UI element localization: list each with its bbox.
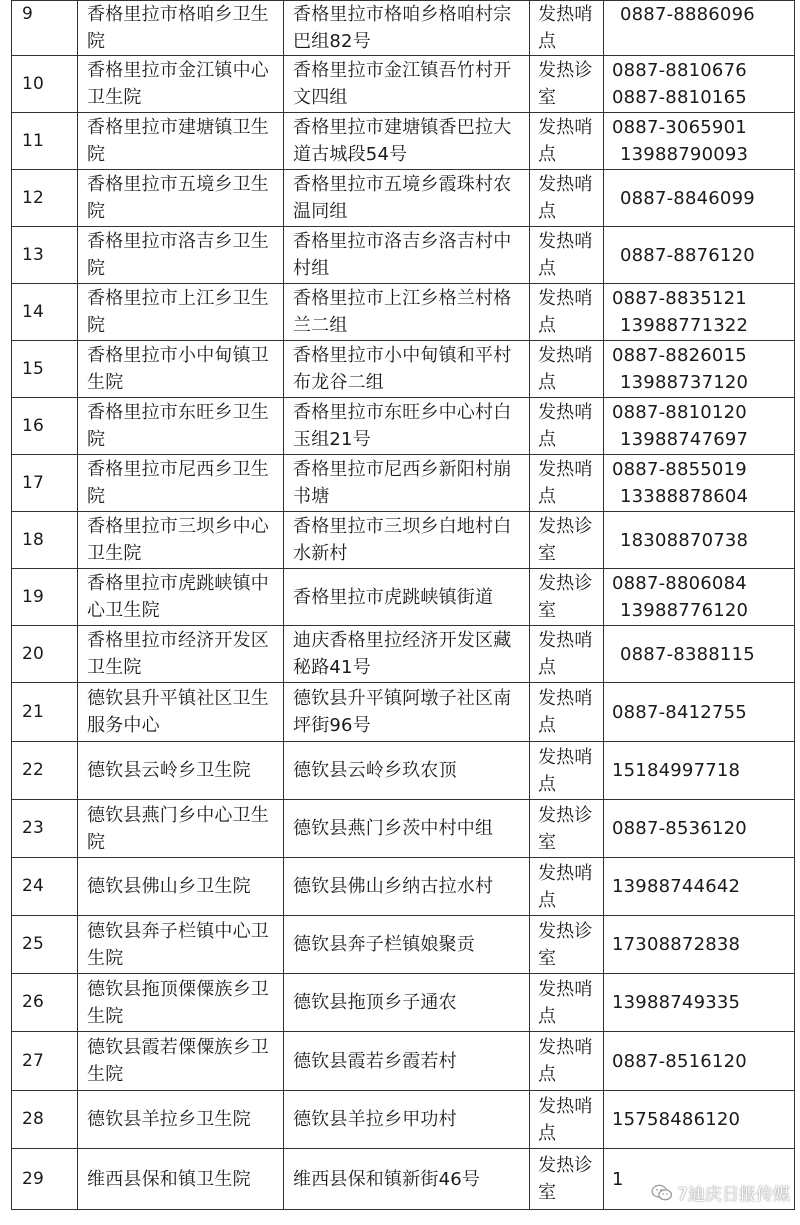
facility-name-cell: 香格里拉市尼西乡卫生院 — [78, 455, 284, 512]
phone-cell — [604, 683, 795, 742]
facility-type-cell: 发热诊室 — [530, 56, 604, 113]
facility-name-cell: 香格里拉市金江镇中心卫生院 — [78, 56, 284, 113]
row-number-cell: 11 — [12, 113, 78, 170]
address-cell: 德钦县佛山乡纳古拉水村 — [284, 858, 530, 916]
table-row — [12, 398, 795, 455]
table-row — [12, 341, 795, 398]
address-cell: 德钦县云岭乡玖农顶 — [284, 742, 530, 800]
facility-type-cell: 发热哨点 — [530, 227, 604, 284]
address-cell: 迪庆香格里拉经济开发区藏秘路41号 — [284, 626, 530, 683]
phone-cell — [604, 858, 795, 916]
facility-type-cell: 发热哨点 — [530, 113, 604, 170]
address-cell: 德钦县燕门乡茨中村中组 — [284, 800, 530, 858]
phone-cell — [604, 974, 795, 1032]
phone-number: 0887-8536120 — [612, 818, 747, 839]
address-cell: 德钦县升平镇阿墩子社区南坪街96号 — [284, 683, 530, 742]
facility-type-cell: 发热哨点 — [530, 742, 604, 800]
address-cell: 德钦县拖顶乡子通农 — [284, 974, 530, 1032]
table-row — [12, 742, 795, 800]
facility-type-cell: 发热诊室 — [530, 512, 604, 569]
facility-name-cell: 香格里拉市建塘镇卫生院 — [78, 113, 284, 170]
phone-cell — [604, 227, 795, 284]
phone-cell — [604, 742, 795, 800]
clinic-table-body — [12, 1, 795, 1210]
address-cell: 德钦县羊拉乡甲功村 — [284, 1091, 530, 1149]
facility-type-cell: 发热哨点 — [530, 683, 604, 742]
row-number-cell: 24 — [12, 858, 78, 916]
facility-name-cell: 香格里拉市虎跳峡镇中心卫生院 — [78, 569, 284, 626]
facility-type-cell: 发热哨点 — [530, 1032, 604, 1091]
row-number-cell: 29 — [12, 1149, 78, 1210]
address-cell: 德钦县霞若乡霞若村 — [284, 1032, 530, 1091]
phone-cell — [604, 1032, 795, 1091]
phone-number: 13988747697 — [620, 429, 749, 450]
row-number-cell: 28 — [12, 1091, 78, 1149]
row-number-cell: 23 — [12, 800, 78, 858]
phone-number: 18308870738 — [620, 529, 749, 551]
facility-type-cell: 发热诊室 — [530, 916, 604, 974]
phone-number: 1 — [612, 1168, 624, 1190]
phone-number: 13988737120 — [620, 372, 749, 393]
row-number-cell: 20 — [12, 626, 78, 683]
table-row — [12, 512, 795, 569]
table-row — [12, 227, 795, 284]
address-cell: 香格里拉市东旺乡中心村白玉组21号 — [284, 398, 530, 455]
facility-name-cell: 香格里拉市格咱乡卫生院 — [78, 1, 284, 56]
phone-number: 0887-8886096 — [620, 4, 755, 25]
facility-name-cell: 香格里拉市东旺乡卫生院 — [78, 398, 284, 455]
phone-number: 0887-3065901 — [612, 117, 747, 138]
table-row — [12, 800, 795, 858]
table-row — [12, 916, 795, 974]
address-cell: 香格里拉市小中甸镇和平村布龙谷二组 — [284, 341, 530, 398]
phone-cell — [604, 800, 795, 858]
phone-number: 0887-8876120 — [620, 244, 755, 266]
phone-number: 0887-8810120 — [612, 402, 747, 423]
facility-name-cell: 德钦县奔子栏镇中心卫生院 — [78, 916, 284, 974]
facility-type-cell: 发热哨点 — [530, 974, 604, 1032]
table-row — [12, 974, 795, 1032]
table-row — [12, 569, 795, 626]
facility-name-cell: 德钦县拖顶傈僳族乡卫生院 — [78, 974, 284, 1032]
table-row — [12, 858, 795, 916]
phone-cell — [604, 1, 795, 56]
row-number-cell: 12 — [12, 170, 78, 227]
phone-cell — [604, 341, 795, 398]
facility-name-cell: 德钦县霞若傈僳族乡卫生院 — [78, 1032, 284, 1091]
phone-number: 0887-8835121 — [612, 288, 747, 309]
row-number-cell: 13 — [12, 227, 78, 284]
phone-cell — [604, 455, 795, 512]
address-cell: 香格里拉市上江乡格兰村格兰二组 — [284, 284, 530, 341]
facility-type-cell: 发热哨点 — [530, 858, 604, 916]
facility-name-cell: 维西县保和镇卫生院 — [78, 1149, 284, 1210]
facility-type-cell: 发热哨点 — [530, 284, 604, 341]
phone-cell — [604, 512, 795, 569]
facility-type-cell: 发热哨点 — [530, 341, 604, 398]
phone-number: 0887-8810165 — [612, 87, 747, 108]
phone-cell — [604, 56, 795, 113]
phone-number: 0887-8846099 — [620, 187, 755, 209]
phone-number: 15758486120 — [612, 1109, 741, 1130]
facility-name-cell: 香格里拉市洛吉乡卫生院 — [78, 227, 284, 284]
address-cell: 香格里拉市格咱乡格咱村宗巴组82号 — [284, 1, 530, 56]
phone-cell — [604, 170, 795, 227]
phone-number: 0887-8806084 — [612, 573, 747, 594]
address-cell: 香格里拉市五境乡霞珠村农温同组 — [284, 170, 530, 227]
facility-name-cell: 香格里拉市小中甸镇卫生院 — [78, 341, 284, 398]
row-number-cell: 25 — [12, 916, 78, 974]
phone-cell — [604, 398, 795, 455]
phone-number: 13388878604 — [620, 486, 749, 507]
table-row — [12, 1091, 795, 1149]
table-row — [12, 626, 795, 683]
phone-number: 0887-8826015 — [612, 345, 747, 366]
address-cell: 德钦县奔子栏镇娘聚贡 — [284, 916, 530, 974]
phone-cell — [604, 284, 795, 341]
facility-name-cell: 香格里拉市上江乡卫生院 — [78, 284, 284, 341]
facility-name-cell: 香格里拉市三坝乡中心卫生院 — [78, 512, 284, 569]
table-row — [12, 1, 795, 56]
phone-cell — [604, 569, 795, 626]
facility-type-cell: 发热哨点 — [530, 455, 604, 512]
facility-type-cell: 发热诊室 — [530, 1149, 604, 1210]
watermark — [651, 1180, 790, 1205]
phone-number: 13988790093 — [620, 144, 749, 165]
phone-number: 15184997718 — [612, 760, 741, 781]
facility-name-cell: 香格里拉市经济开发区卫生院 — [78, 626, 284, 683]
row-number-cell: 27 — [12, 1032, 78, 1091]
address-cell: 香格里拉市三坝乡白地村白水新村 — [284, 512, 530, 569]
phone-cell — [604, 626, 795, 683]
facility-type-cell: 发热哨点 — [530, 626, 604, 683]
address-cell: 维西县保和镇新街46号 — [284, 1149, 530, 1210]
facility-name-cell: 德钦县佛山乡卫生院 — [78, 858, 284, 916]
table-row — [12, 170, 795, 227]
facility-name-cell: 德钦县燕门乡中心卫生院 — [78, 800, 284, 858]
phone-number: 13988776120 — [620, 600, 749, 621]
facility-name-cell: 香格里拉市五境乡卫生院 — [78, 170, 284, 227]
phone-number: 0887-8516120 — [612, 1050, 747, 1072]
row-number-cell: 21 — [12, 683, 78, 742]
phone-cell — [604, 113, 795, 170]
phone-number: 13988771322 — [620, 315, 749, 336]
phone-cell — [604, 916, 795, 974]
phone-number: 0887-8388115 — [620, 643, 755, 665]
row-number-cell: 16 — [12, 398, 78, 455]
table-row — [12, 56, 795, 113]
address-cell: 香格里拉市金江镇吾竹村开文四组 — [284, 56, 530, 113]
row-number-cell: 18 — [12, 512, 78, 569]
facility-type-cell: 发热诊室 — [530, 800, 604, 858]
row-number-cell: 17 — [12, 455, 78, 512]
row-number-cell: 19 — [12, 569, 78, 626]
phone-number: 13988749335 — [612, 992, 741, 1013]
facility-type-cell: 发热哨点 — [530, 1091, 604, 1149]
facility-type-cell: 发热哨点 — [530, 398, 604, 455]
row-number-cell: 15 — [12, 341, 78, 398]
facility-name-cell: 德钦县升平镇社区卫生服务中心 — [78, 683, 284, 742]
row-number-cell: 22 — [12, 742, 78, 800]
facility-name-cell: 德钦县云岭乡卫生院 — [78, 742, 284, 800]
clinic-table — [11, 0, 795, 1210]
row-number-cell: 9 — [12, 1, 78, 56]
facility-name-cell: 德钦县羊拉乡卫生院 — [78, 1091, 284, 1149]
table-row — [12, 683, 795, 742]
facility-type-cell: 发热哨点 — [530, 170, 604, 227]
table-row — [12, 1032, 795, 1091]
address-cell: 香格里拉市虎跳峡镇街道 — [284, 569, 530, 626]
phone-number: 0887-8810676 — [612, 60, 747, 81]
table-container — [11, 0, 794, 1210]
address-cell: 香格里拉市洛吉乡洛吉村中村组 — [284, 227, 530, 284]
phone-number: 13988744642 — [612, 876, 741, 897]
address-cell: 香格里拉市建塘镇香巴拉大道古城段54号 — [284, 113, 530, 170]
phone-number: 17308872838 — [612, 934, 741, 955]
phone-cell — [604, 1091, 795, 1149]
facility-type-cell: 发热哨点 — [530, 1, 604, 56]
phone-number: 0887-8855019 — [612, 459, 747, 480]
table-row — [12, 455, 795, 512]
address-cell: 香格里拉市尼西乡新阳村崩书塘 — [284, 455, 530, 512]
wechat-icon — [651, 1184, 673, 1202]
row-number-cell: 10 — [12, 56, 78, 113]
facility-type-cell: 发热诊室 — [530, 569, 604, 626]
row-number-cell: 14 — [12, 284, 78, 341]
phone-number: 0887-8412755 — [612, 701, 747, 723]
watermark-text: 7迪庆日报传媒 — [677, 1185, 790, 1205]
row-number-cell: 26 — [12, 974, 78, 1032]
table-row — [12, 284, 795, 341]
table-row — [12, 113, 795, 170]
